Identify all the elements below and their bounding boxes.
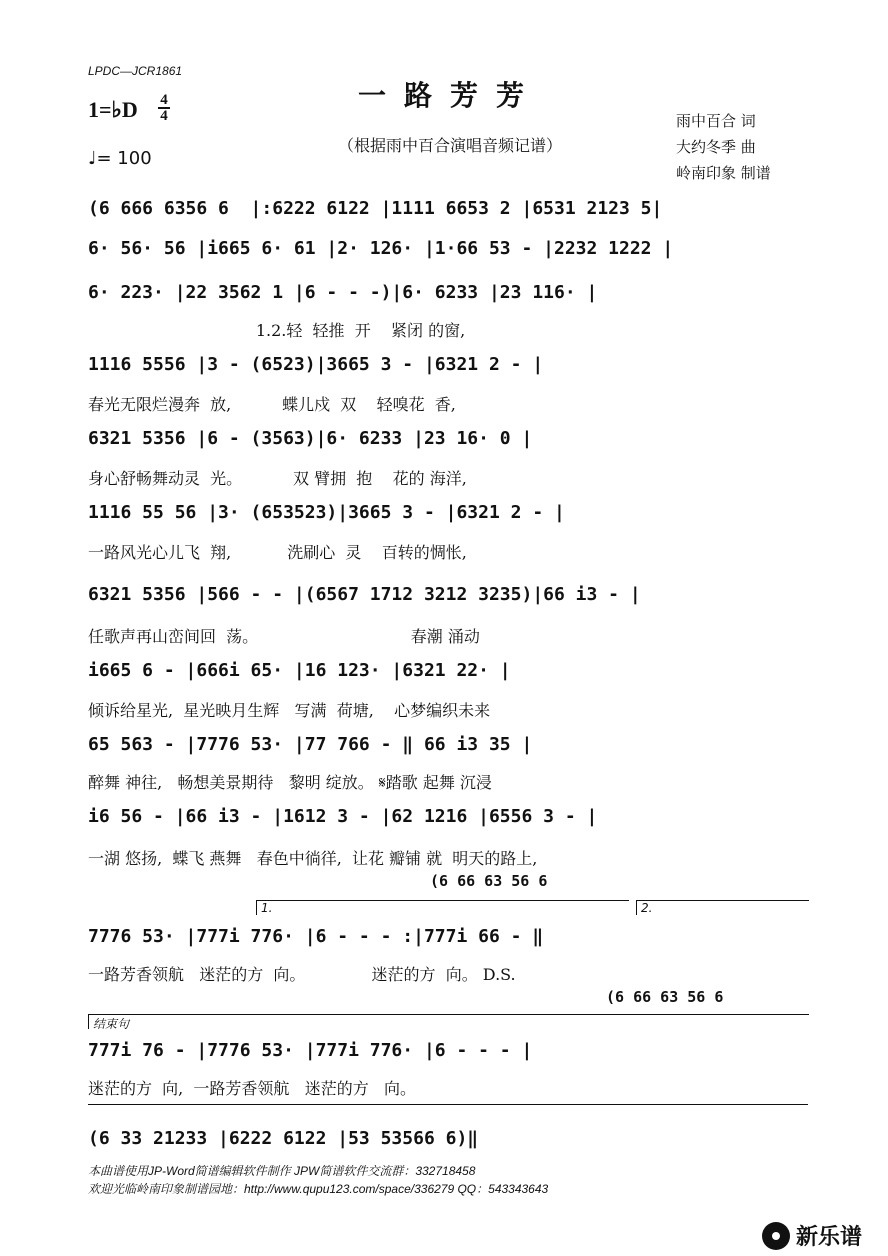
lyric-row-8: 倾诉给星光, 星光映月生辉 写满 荷塘, 心梦编织未来 <box>88 701 491 720</box>
footer-line-2: 欢迎光临岭南印象制谱园地：http://www.qupu123.com/space/336279 QQ：543343643 <box>88 1182 549 1196</box>
footer-line-1: 本曲谱使用JP-Word简谱编辑软件制作 JPW简谱软件交流群：332718458 <box>88 1164 476 1178</box>
lyric-row-6: 一路风光心儿飞 翔, 洗刷心 灵 百转的惆怅, <box>88 543 467 562</box>
lyricist-credit: 雨中百合 词 <box>676 112 756 130</box>
volta-second: 2. <box>636 900 809 915</box>
lyric-row-10: 一湖 悠扬, 蝶飞 燕舞 春色中徜徉, 让花 瓣铺 就 明天的路上, <box>88 849 538 868</box>
notation-row-2: 6· 56· 56 |i665 6· 61 |2· 126· |1·66 53 - |2232 1222 | <box>88 238 674 259</box>
notation-row-9: 65 563 - |7776 53· |77 766 - ‖ 66 i3 35 | <box>88 734 533 755</box>
logo-text: 新乐谱 <box>796 1225 863 1250</box>
volta-first: 1. <box>256 900 629 915</box>
notation-row-6: 1116 55 56 |3· (653523)|3665 3 - |6321 2 - | <box>88 502 565 523</box>
tempo-marking: ♩= 100 <box>88 148 152 169</box>
interlude-pickup-12: (6 66 63 56 6 <box>606 988 724 1006</box>
final-bracket <box>88 1104 808 1119</box>
notation-row-11: 7776 53· |777i 776· |6 - - - :|777i 66 - ‖ <box>88 926 544 947</box>
record-disc-icon <box>762 1222 790 1250</box>
score-code: LPDC—JCR1861 <box>88 64 183 78</box>
notation-row-4: 1116 5556 |3 - (6523)|3665 3 - |6321 2 - | <box>88 354 544 375</box>
ending-bracket <box>88 1014 809 1029</box>
lyric-row-9: 醉舞 神往, 畅想美景期待 黎明 绽放。 𝄋踏歌 起舞 沉浸 <box>88 773 492 792</box>
notation-row-5: 6321 5356 |6 - (3563)|6· 6233 |23 16· 0 | <box>88 428 533 449</box>
ending-label: 结束句 <box>93 1017 130 1031</box>
lyric-row-7: 任歌声再山峦间回 荡。 春潮 涌动 <box>88 627 480 646</box>
time-signature-bottom: 4 <box>160 108 168 124</box>
time-signature <box>158 93 170 123</box>
song-subtitle: （根据雨中百合演唱音频记谱） <box>337 136 562 155</box>
notation-row-1: (6 666 6356 6 |:6222 6122 |1111 6653 2 |6531 2123 5| <box>88 198 663 219</box>
lyric-row-12: 迷茫的方 向, 一路芳香领航 迷茫的方 向。 <box>88 1079 416 1098</box>
notation-row-7: 6321 5356 |566 - - |(6567 1712 3212 3235)|66 i3 - | <box>88 584 641 605</box>
song-title: 一路芳芳 <box>357 79 542 112</box>
lyric-row-3: 1.2.轻 轻推 开 紧闭 的窗, <box>88 321 466 340</box>
notation-row-13: (6 33 21233 |6222 6122 |53 53566 6)‖ <box>88 1128 479 1149</box>
notation-row-10: i6 56 - |66 i3 - |1612 3 - |62 1216 |6556 3 - | <box>88 806 598 827</box>
composer-credit: 大约冬季 曲 <box>676 138 756 156</box>
interlude-pickup-11: (6 66 63 56 6 <box>430 872 548 890</box>
notation-row-8: i665 6 - |666i 65· |16 123· |6321 22· | <box>88 660 511 681</box>
time-signature-top: 4 <box>160 92 168 108</box>
lyric-row-5: 身心舒畅舞动灵 光。 双 臂拥 抱 花的 海洋, <box>88 469 467 488</box>
notation-row-12: 777i 76 - |7776 53· |777i 776· |6 - - - | <box>88 1040 533 1061</box>
key-signature: 1=♭D <box>88 97 138 122</box>
lyric-row-4: 春光无限烂漫奔 放, 蝶儿戍 双 轻嗅花 香, <box>88 395 456 414</box>
notation-row-3: 6· 223· |22 3562 1 |6 - - -)|6· 6233 |23 116· | <box>88 282 598 303</box>
arranger-credit: 岭南印象 制谱 <box>676 164 771 182</box>
site-logo <box>762 1220 862 1251</box>
lyric-row-11: 一路芳香领航 迷茫的方 向。 迷茫的方 向。 D.S. <box>88 965 516 984</box>
